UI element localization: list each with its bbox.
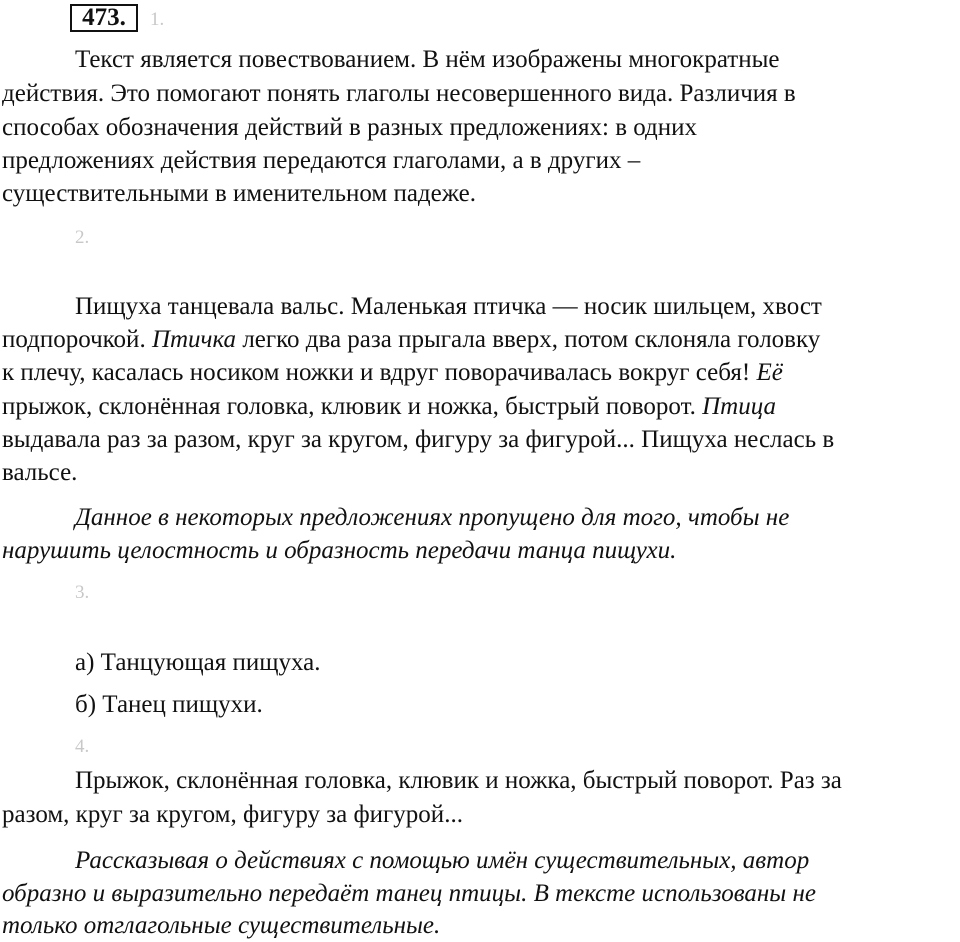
story-line-1: Пищуха танцевала вальс. Маленькая птичка — носик шильцем, хвост bbox=[75, 293, 822, 320]
section-1-line-5: существительными в именительном падеже. bbox=[2, 180, 477, 207]
story-line-2-end: легко два раза прыгала вверх, потом склоняла головку bbox=[236, 326, 821, 353]
section-3-number: 3. bbox=[75, 582, 90, 603]
story-line-5: выдавала раз за разом, круг за кругом, фигуру за фигурой... Пищуха неслась в bbox=[2, 426, 835, 453]
story-line-3 bbox=[2, 357, 783, 389]
section-1-line-2: действия. Это помогают понять глаголы несовершенного вида. Различия в bbox=[2, 80, 796, 107]
story-line-4-start: прыжок, склонённая головка, клювик и ножка, быстрый поворот. bbox=[2, 393, 703, 420]
section-4-note-line-1: Рассказывая о действиях с помощью имён существительных, автор bbox=[75, 847, 810, 874]
story-line-2-start: подпорочкой. bbox=[2, 326, 152, 353]
story-line-3-start: к плечу, касалась носиком ножки и вдруг поворачивалась вокруг себя! bbox=[2, 359, 757, 386]
section-4-line-2: разом, круг за кругом, фигуру за фигурой... bbox=[2, 801, 463, 828]
story-line-4-italic: Птица bbox=[702, 393, 777, 420]
section-2-note-line-1: Данное в некоторых предложениях пропущено для того, чтобы не bbox=[75, 504, 790, 531]
section-1-number: 1. bbox=[150, 9, 165, 30]
story-line-6: вальсе. bbox=[2, 459, 78, 486]
section-4-line-1: Прыжок, склонённая головка, клювик и ножка, быстрый поворот. Раз за bbox=[75, 767, 842, 794]
story-line-3-italic: Её bbox=[756, 359, 783, 386]
story-line-4 bbox=[2, 391, 776, 423]
section-1-line-3: способах обозначения действий в разных предложениях: в одних bbox=[2, 114, 698, 141]
section-4-note-line-3: только отглагольные существительные. bbox=[2, 912, 441, 939]
story-line-2 bbox=[2, 324, 820, 356]
section-4-note-line-2: образно и выразительно передаёт танец птицы. В тексте использованы не bbox=[2, 880, 816, 907]
section-1-line-1: Текст является повествованием. В нём изображены многократные bbox=[75, 46, 780, 73]
task-number-box: 473. bbox=[70, 4, 138, 32]
option-b: б) Танец пищухи. bbox=[75, 691, 263, 718]
section-4-number: 4. bbox=[75, 736, 90, 757]
option-a: а) Танцующая пищуха. bbox=[75, 649, 321, 676]
section-2-note-line-2: нарушить целостность и образность передачи танца пищухи. bbox=[2, 537, 677, 564]
section-1-line-4: предложениях действия передаются глаголами, а в других – bbox=[2, 147, 641, 174]
section-2-number: 2. bbox=[75, 227, 90, 248]
story-line-2-italic: Птичка bbox=[151, 326, 237, 353]
